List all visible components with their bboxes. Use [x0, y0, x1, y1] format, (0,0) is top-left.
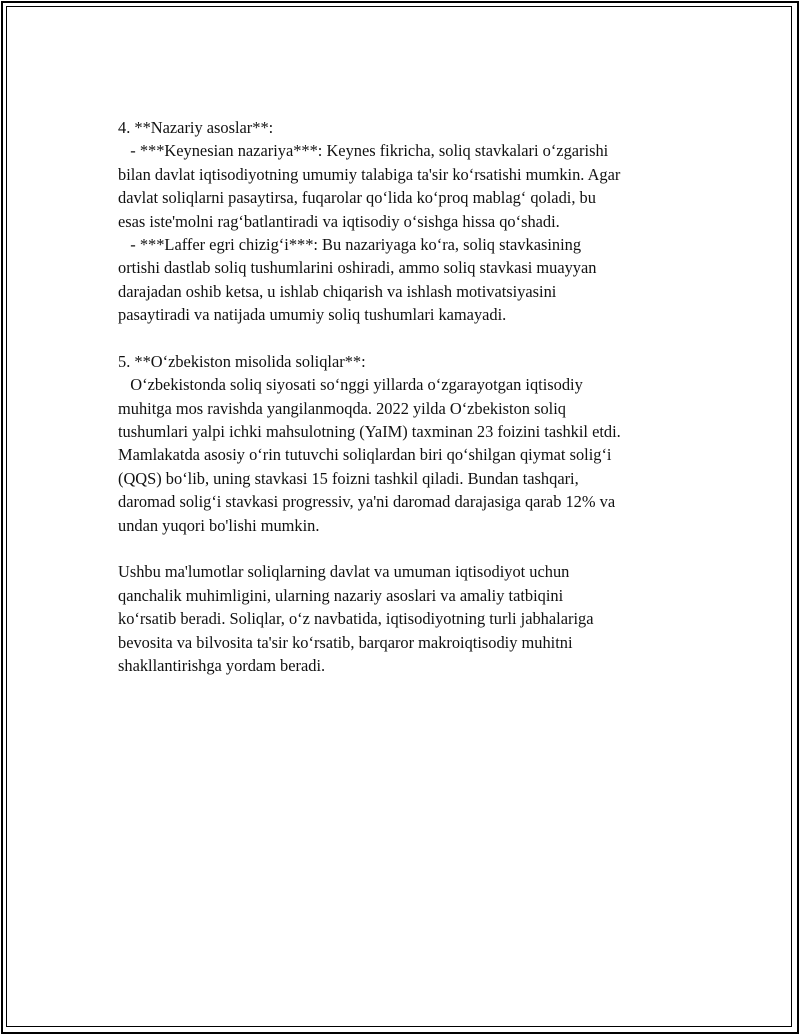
paragraph-spacer: [118, 537, 708, 560]
text-line: darajadan oshib ketsa, u ishlab chiqarish va ishlash motivatsiyasini: [118, 281, 557, 301]
text-line: davlat soliqlarni pasaytirsa, fuqarolar qoʻlida koʻproq mablagʻ qoladi, bu: [118, 188, 596, 208]
text-line: tushumlari yalpi ichki mahsulotning (YaIM) taxminan 23 foizini tashkil etdi.: [118, 422, 621, 442]
text-line: esas iste'molni ragʻbatlantiradi va iqtisodiy oʻsishga hissa qoʻshadi.: [118, 211, 560, 231]
keynesian-item-line: - ***Keynesian nazariya***: Keynes fikricha, soliq stavkalari oʻzgarishi: [118, 141, 609, 161]
conclusion-line: shakllantirishga yordam beradi.: [118, 655, 326, 675]
conclusion-line: bevosita va bilvosita ta'sir koʻrsatib, barqaror makroiqtisodiy muhitni: [118, 632, 573, 652]
text-line: ortishi dastlab soliq tushumlarini oshiradi, ammo soliq stavkasi muayyan: [118, 258, 597, 278]
text-line: (QQS) boʻlib, uning stavkasi 15 foizni tashkil qiladi. Bundan tashqari,: [118, 468, 579, 488]
text-line: undan yuqori bo'lishi mumkin.: [118, 515, 320, 535]
text-line: muhitga mos ravishda yangilanmoqda. 2022 yilda Oʻzbekiston soliq: [118, 398, 566, 418]
text-line: pasaytiradi va natijada umumiy soliq tushumlari kamayadi.: [118, 305, 507, 325]
text-line: bilan davlat iqtisodiyotning umumiy talabiga ta'sir koʻrsatishi mumkin. Agar: [118, 164, 621, 184]
document-body: [118, 116, 708, 677]
section-5-heading: 5. **Oʻzbekiston misolida soliqlar**:: [118, 351, 366, 371]
text-line: Oʻzbekistonda soliq siyosati soʻnggi yillarda oʻzgarayotgan iqtisodiy: [118, 375, 583, 395]
text-line: Mamlakatda asosiy oʻrin tutuvchi soliqlardan biri qoʻshilgan qiymat soligʻi: [118, 445, 612, 465]
conclusion-line: qanchalik muhimligini, ularning nazariy asoslari va amaliy tatbiqini: [118, 585, 564, 605]
conclusion-line: Ushbu ma'lumotlar soliqlarning davlat va umuman iqtisodiyot uchun: [118, 562, 570, 582]
laffer-item-line: - ***Laffer egri chizigʻi***: Bu nazariyaga koʻra, soliq stavkasining: [118, 234, 582, 254]
conclusion-line: koʻrsatib beradi. Soliqlar, oʻz navbatida, iqtisodiyotning turli jabhalariga: [118, 609, 594, 629]
paragraph-spacer: [118, 327, 708, 350]
text-line: daromad soligʻi stavkasi progressiv, ya'ni daromad darajasiga qarab 12% va: [118, 492, 616, 512]
section-4-heading: 4. **Nazariy asoslar**:: [118, 118, 274, 137]
